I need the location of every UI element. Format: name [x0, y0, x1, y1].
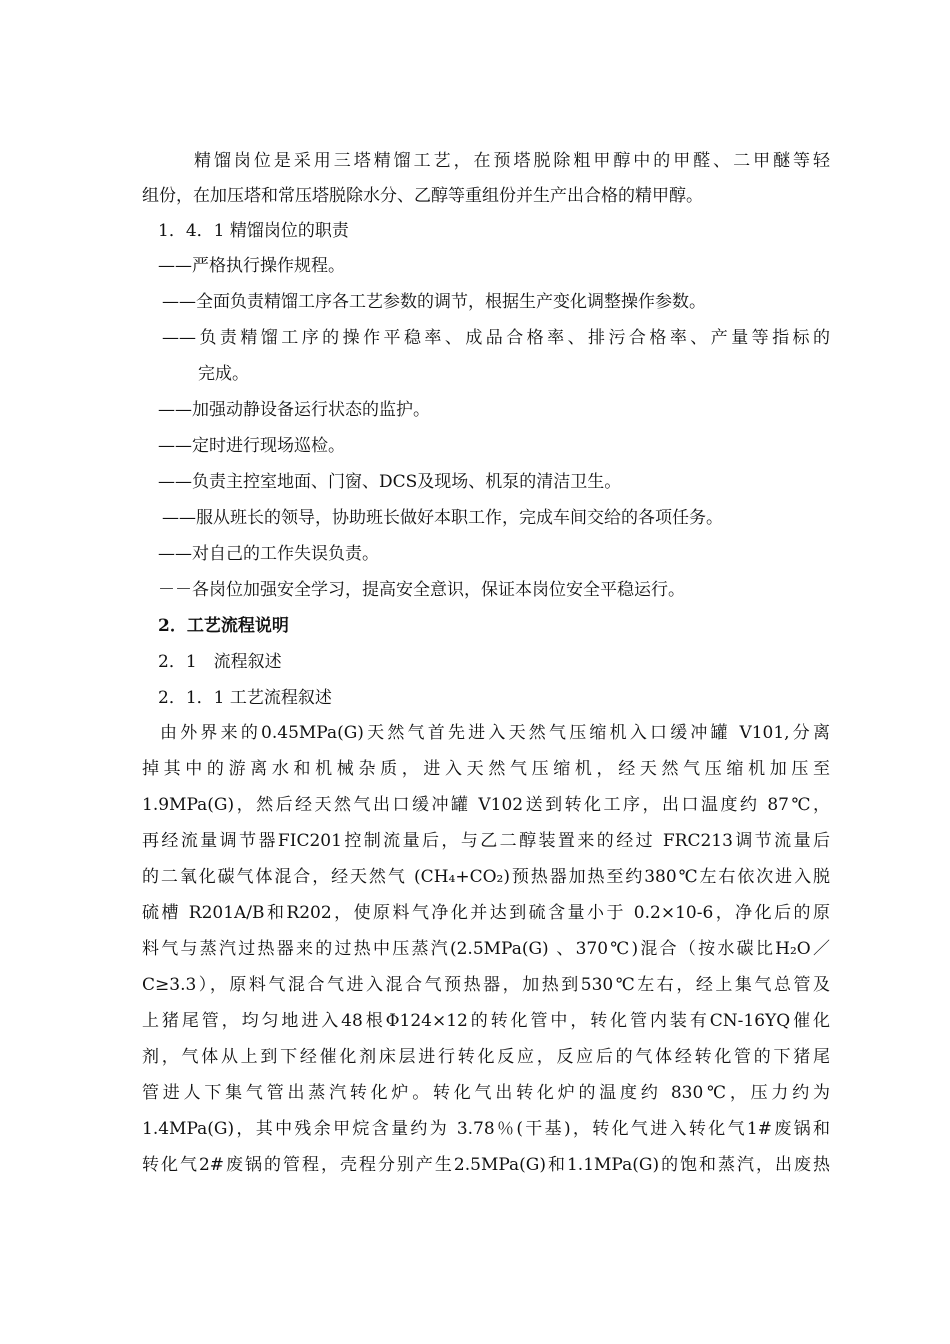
duty-item: －－各岗位加强安全学习，提高安全意识，保证本岗位安全平稳运行。 [158, 580, 685, 600]
process-line: 再经流量调节器FIC201控制流量后，与乙二醇装置来的经过 FRC213调节流量后 [142, 831, 830, 851]
process-line: 上猪尾管，均匀地进入48根Φ124×12的转化管中，转化管内装有CN-16YQ催化 [142, 1011, 830, 1031]
process-line: 的二氧化碳气体混合，经天然气 (CH₄+CO₂)预热器加热至约380℃左右依次进入脱 [142, 867, 830, 887]
duty-item: ——全面负责精馏工序各工艺参数的调节，根据生产变化调整操作参数。 [162, 292, 706, 312]
process-line: 掉其中的游离水和机械杂质，进入天然气压缩机，经天然气压缩机加压至 [142, 759, 830, 779]
duty-item: ——定时进行现场巡检。 [158, 436, 345, 456]
duty-item: ——负责精馏工序的操作平稳率、成品合格率、排污合格率、产量等指标的 [162, 328, 830, 348]
duty-item: ——对自己的工作失误负责。 [158, 544, 379, 564]
process-line: C≥3.3），原料气混合气进入混合气预热器，加热到530℃左右，经上集气总管及 [142, 975, 830, 995]
process-line: 料气与蒸汽过热器来的过热中压蒸汽(2.5MPa(G) 、370℃)混合（按水碳比H₂O／ [142, 939, 830, 959]
duty-item: ——严格执行操作规程。 [158, 256, 345, 276]
process-line: 1.4MPa(G)，其中残余甲烷含量约为 3.78％(干基)，转化气进入转化气1#废锅和 [142, 1119, 830, 1139]
duty-item: ——加强动静设备运行状态的监护。 [158, 400, 430, 420]
process-line: 剂，气体从上到下经催化剂床层进行转化反应，反应后的气体经转化管的下猪尾 [142, 1047, 830, 1067]
process-line: 管进人下集气管出蒸汽转化炉。转化气出转化炉的温度约 830℃，压力约为 [142, 1083, 830, 1103]
duty-item: ——服从班长的领导，协助班长做好本职工作，完成车间交给的各项任务。 [162, 508, 723, 528]
intro-line-1: 精馏岗位是采用三塔精馏工艺，在预塔脱除粗甲醇中的甲醛、二甲醚等轻 [194, 151, 830, 171]
intro-line-2: 组份，在加压塔和常压塔脱除水分、乙醇等重组份并生产出合格的精甲醇。 [142, 186, 703, 206]
process-line: 硫槽 R201A/B和R202，使原料气净化并达到硫含量小于 0.2×10-6，净化后的原 [142, 903, 830, 923]
process-line: 由外界来的0.45MPa(G)天然气首先进入天然气压缩机入口缓冲罐 V101,分离 [160, 723, 830, 743]
duty-item: ——负责主控室地面、门窗、DCS及现场、机泵的清洁卫生。 [158, 472, 622, 492]
duties-heading: 1．4．1 精馏岗位的职责 [158, 221, 349, 241]
process-line: 1.9MPa(G)，然后经天然气出口缓冲罐 V102送到转化工序，出口温度约 87℃， [142, 795, 830, 815]
subsection-heading: 2．1．1 工艺流程叙述 [158, 688, 332, 708]
process-line: 转化气2#废锅的管程，壳程分别产生2.5MPa(G)和1.1MPa(G)的饱和蒸汽，出废热 [142, 1155, 830, 1175]
subsection-heading: 2．1 流程叙述 [158, 652, 282, 672]
section-heading: 2．工艺流程说明 [158, 616, 289, 636]
duty-item-continuation: 完成。 [198, 364, 249, 384]
